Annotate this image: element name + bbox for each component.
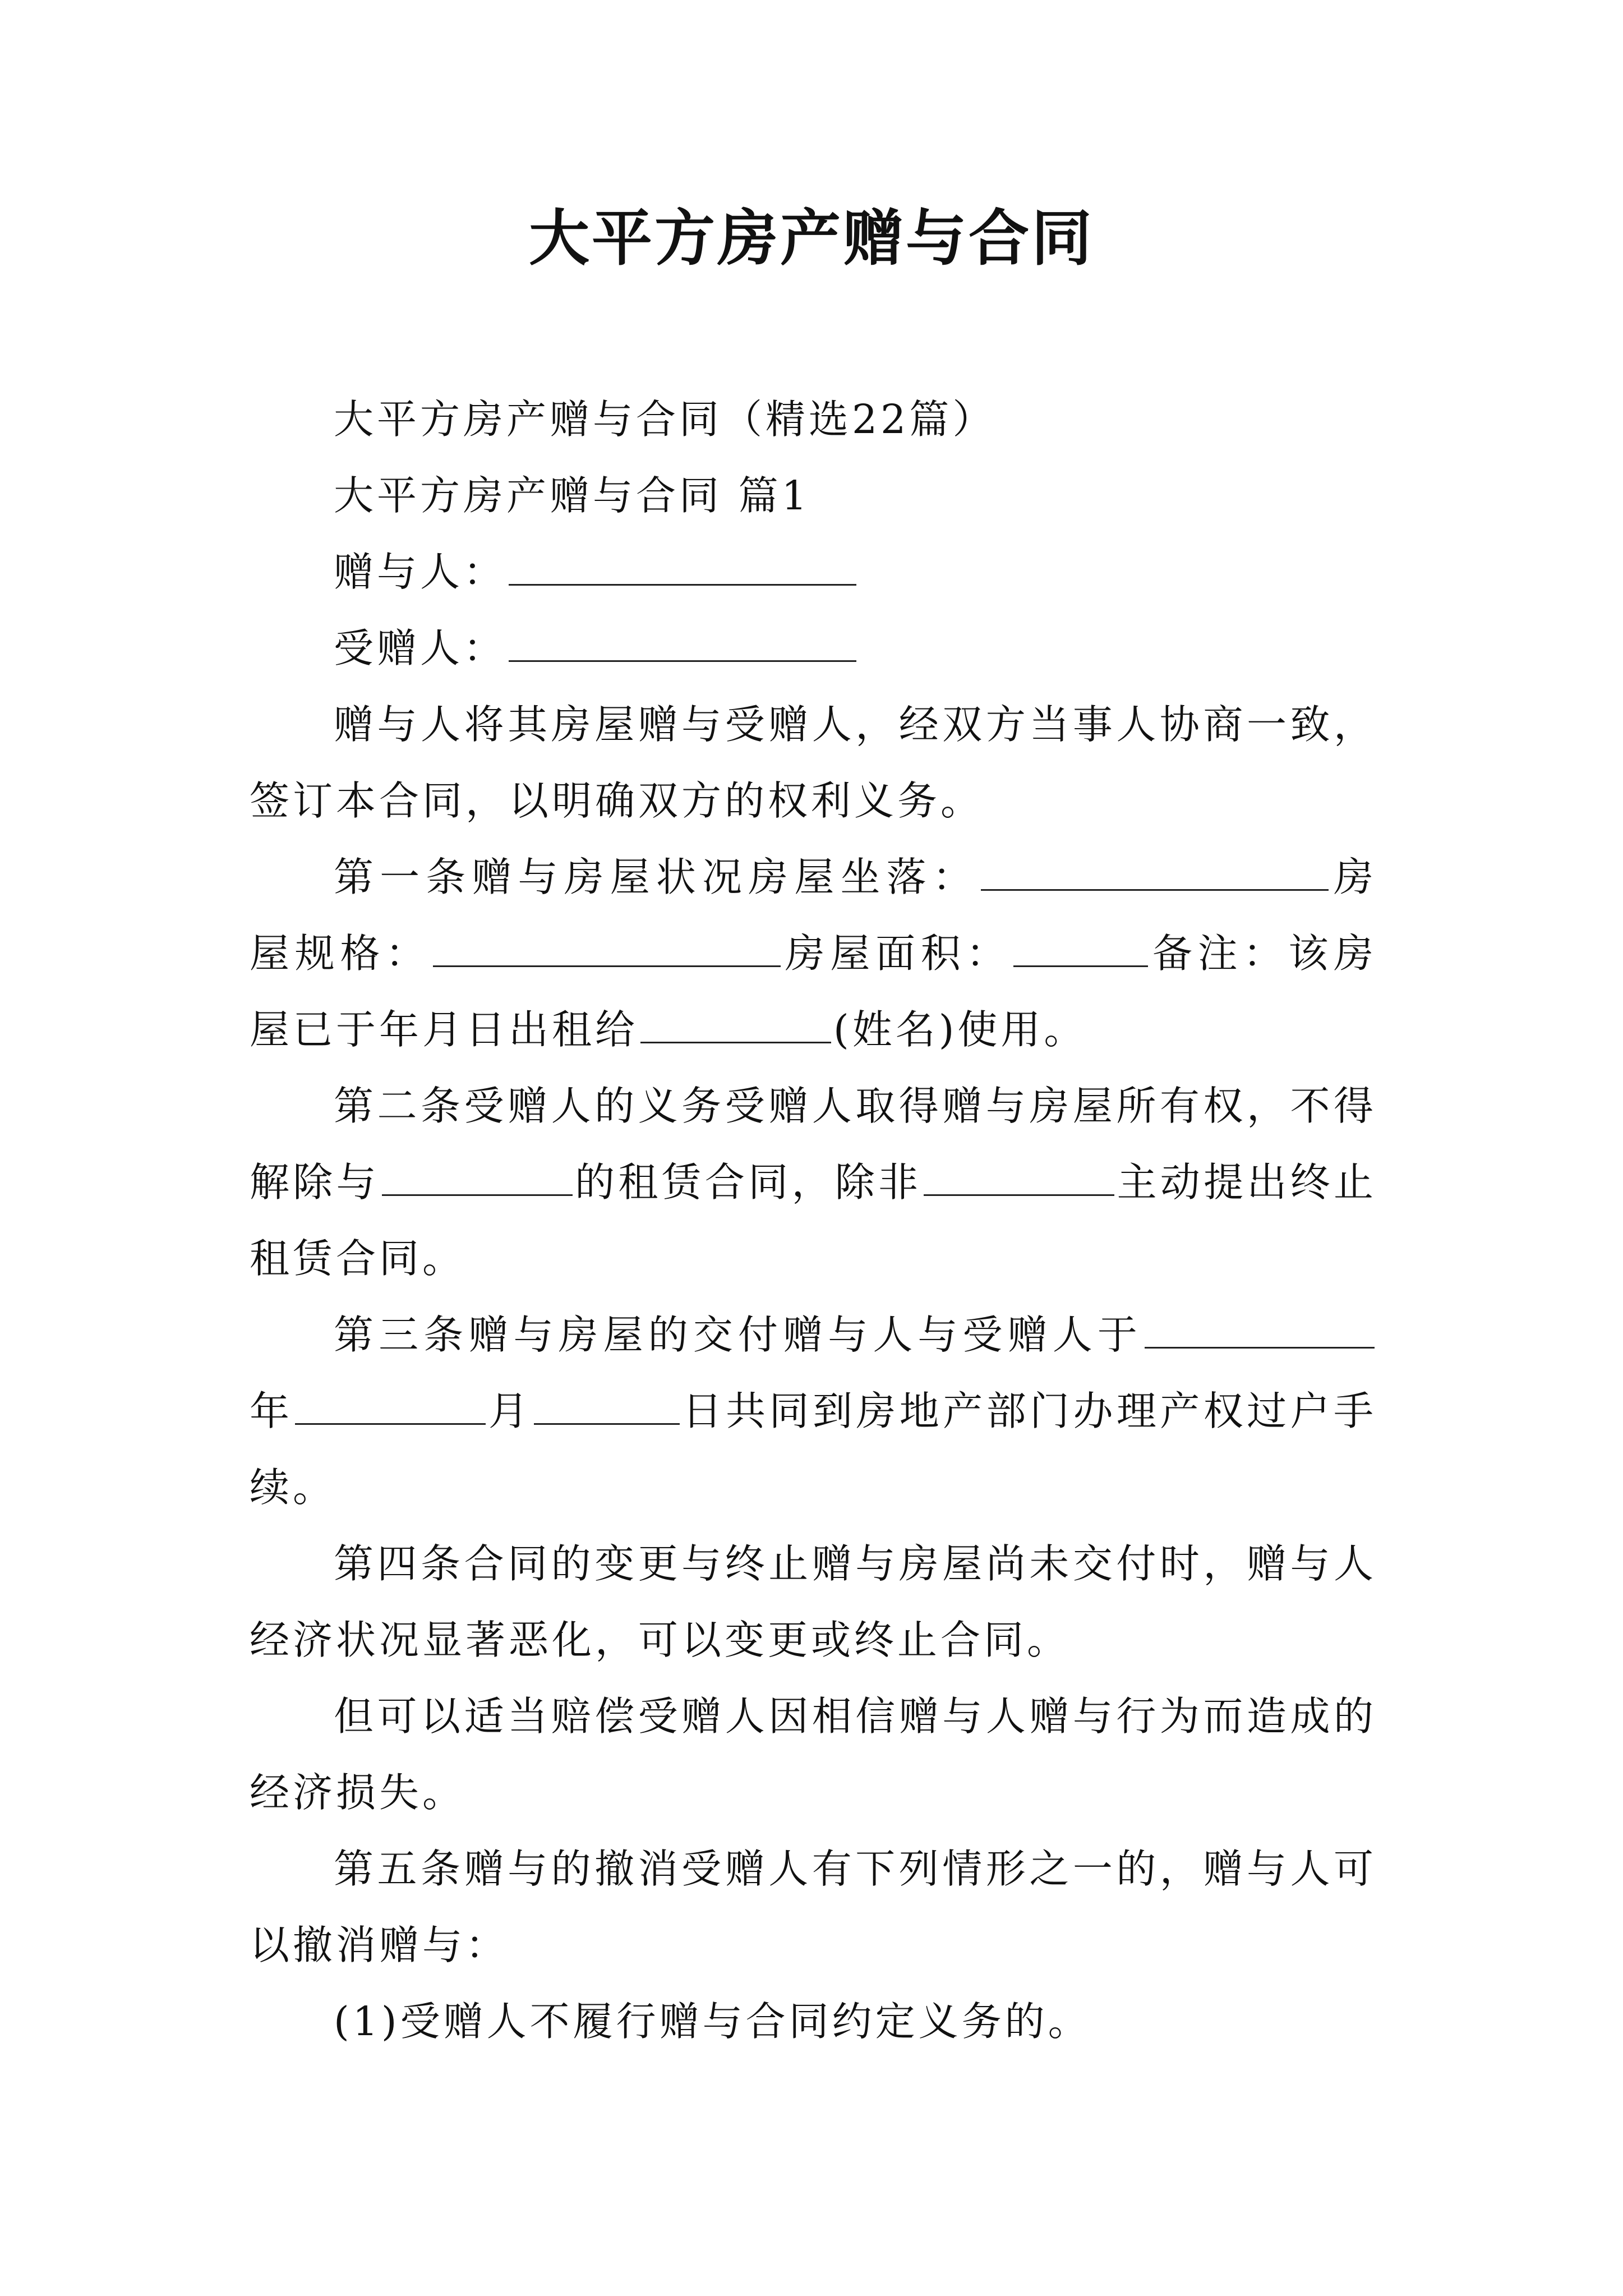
article-2-text-b: 的租赁合同，除非 [574,1159,922,1205]
tenant-blank [640,1008,831,1043]
donor-label: 赠与人： [334,549,507,595]
article-1-location-label: 第一条赠与房屋状况房屋坐落： [334,854,979,900]
compensation-paragraph: 但可以适当赔偿受赠人因相信赠与人赠与行为而造成的经济损失。 [250,1693,1377,1816]
area-blank [1013,932,1148,967]
article-1-spec-label: 房屋规格： [250,854,1377,977]
article-3-text-a: 第三条赠与房屋的交付赠与人与受赠人于 [334,1312,1142,1358]
document-body [250,381,1377,2060]
section-heading: 大平方房产赠与合同 篇1 [334,472,810,519]
month-blank [295,1389,486,1425]
lease-party-blank [382,1161,573,1196]
location-blank [981,855,1329,891]
intro-paragraph: 赠与人将其房屋赠与受赠人，经双方当事人协商一致，签订本合同，以明确双方的权利义务。 [250,701,1377,824]
article-2 [250,1068,1377,1297]
month-label: 月 [488,1388,532,1434]
article-3-text-b: 日共同到房地产部门办理产权过户手续。 [250,1388,1377,1511]
donee-label: 受赠人： [334,625,507,671]
donor-line [250,534,1377,610]
article-2-text-a: 第二条受赠人的义务受赠人取得赠与房屋所有权，不得解除与 [250,1083,1377,1205]
article-1 [250,839,1377,1068]
article-1-area-label: 房屋面积： [782,930,1012,977]
document-title: 大平方房产赠与合同 [528,203,1094,274]
terminator-blank [924,1161,1114,1196]
article-4: 第四条合同的变更与终止赠与房屋尚未交付时，赠与人经济状况显著恶化，可以变更或终止合同。 [250,1540,1377,1663]
spec-blank [433,932,781,967]
article-5-item-1: (1)受赠人不履行赠与合同约定义务的。 [334,1998,1091,2045]
article-1-note: 备注：该房屋已于年月日出租给 [250,930,1377,1053]
donee-blank [509,627,856,662]
donor-blank [509,550,856,586]
article-3 [250,1297,1377,1526]
article-1-tail: (姓名)使用。 [833,1006,1087,1053]
year-blank [1145,1313,1375,1349]
article-2-text-c: 主动提出终止租赁合同。 [250,1159,1377,1282]
subtitle: 大平方房产赠与合同（精选22篇） [334,396,996,443]
day-blank [534,1389,680,1425]
article-5: 第五条赠与的撤消受赠人有下列情形之一的，赠与人可以撤消赠与： [250,1846,1377,1968]
donee-line [250,610,1377,687]
year-label: 年 [250,1388,293,1434]
